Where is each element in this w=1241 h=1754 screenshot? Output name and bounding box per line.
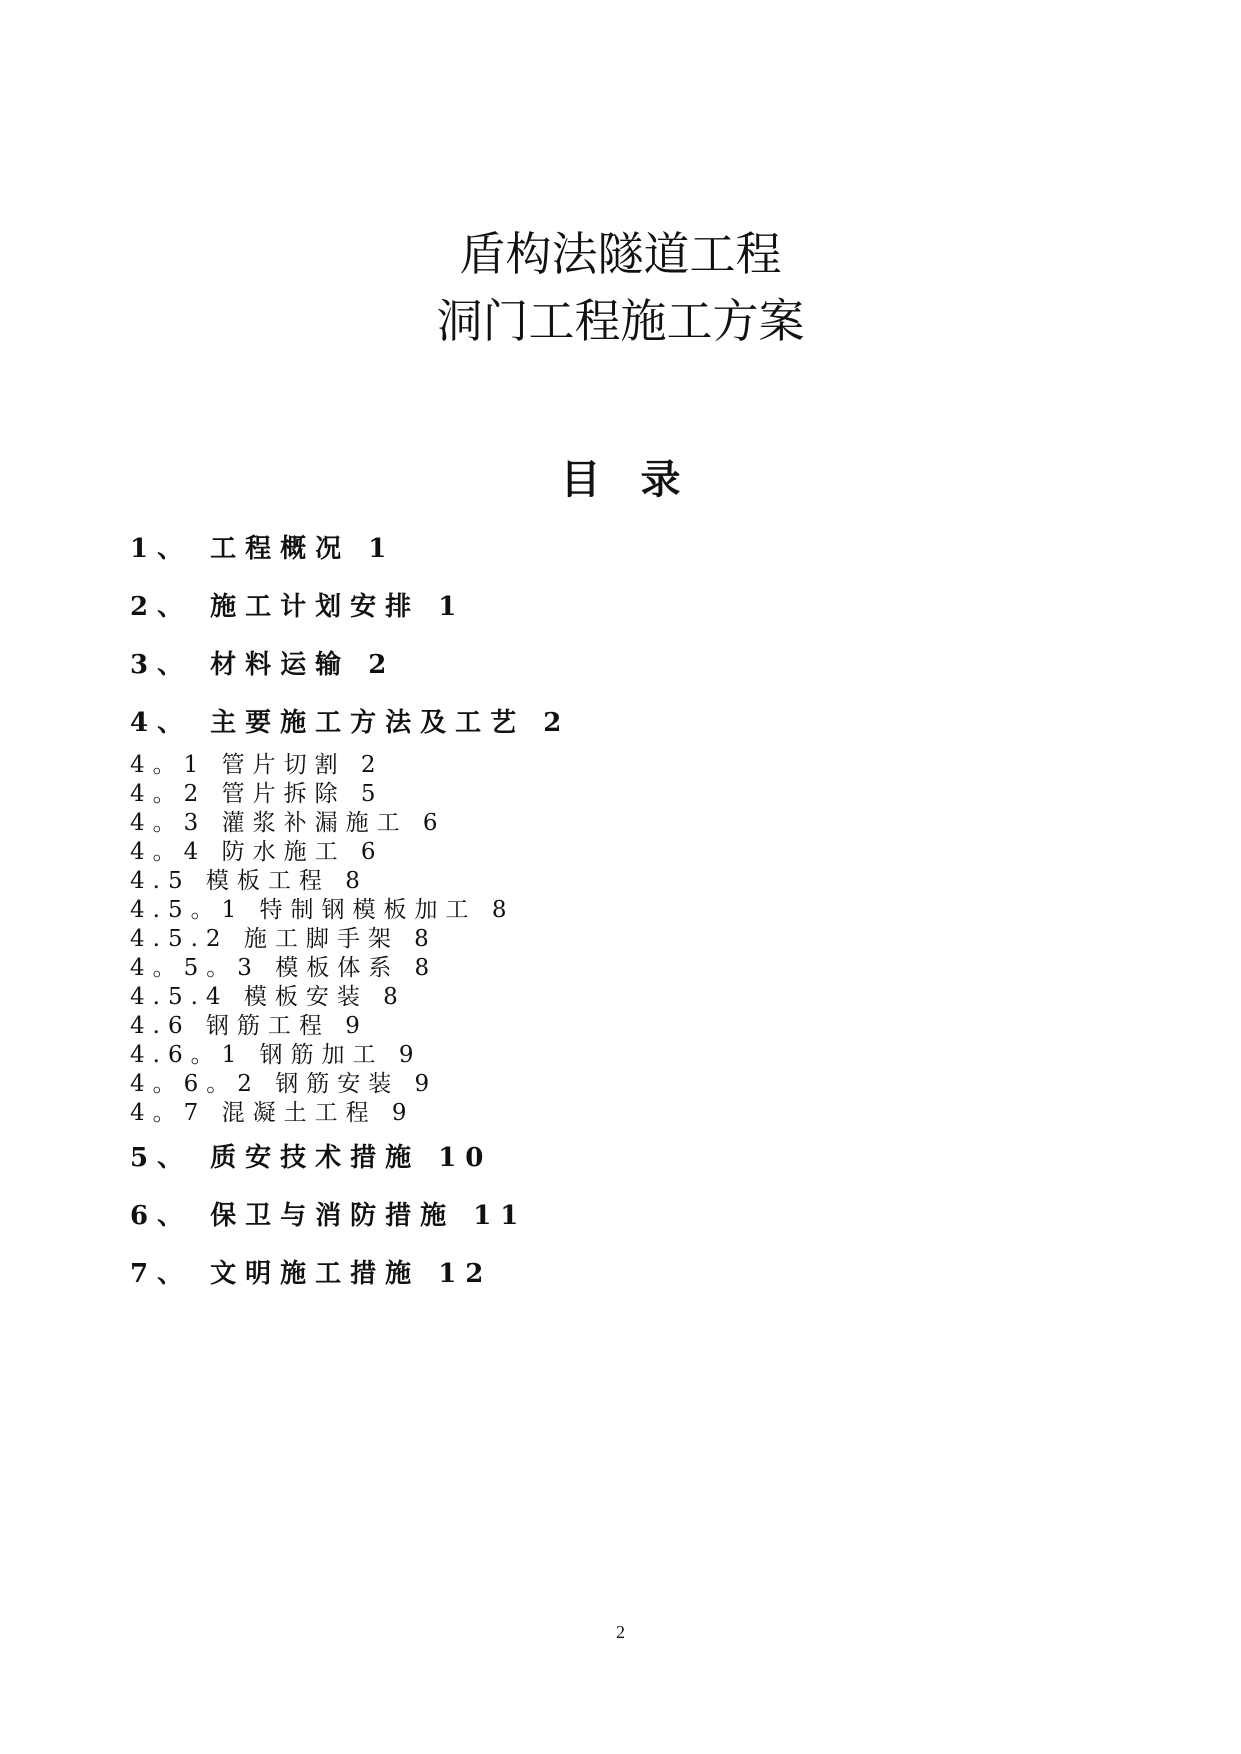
toc-subentry[interactable]: 4。1 管片切割 2 bbox=[130, 752, 384, 778]
toc-entry[interactable]: 6、 保卫与消防措施 11 bbox=[130, 1201, 528, 1231]
toc-entry[interactable]: 5、 质安技术措施 10 bbox=[130, 1143, 493, 1173]
toc-heading: 目录 bbox=[560, 457, 721, 503]
toc-entry[interactable]: 1、 工程概况 1 bbox=[130, 534, 396, 564]
toc-subentry[interactable]: 4。3 灌浆补漏施工 6 bbox=[130, 810, 446, 836]
document-title-line1: 盾构法隧道工程 bbox=[459, 227, 782, 281]
toc-subentry[interactable]: 4.6。1 钢筋加工 9 bbox=[130, 1042, 422, 1068]
toc-subentry[interactable]: 4。7 混凝土工程 9 bbox=[130, 1100, 415, 1126]
toc-subentry[interactable]: 4.6 钢筋工程 9 bbox=[130, 1013, 368, 1039]
toc-subentry[interactable]: 4。5。3 模板体系 8 bbox=[130, 955, 438, 981]
toc-entry[interactable]: 2、 施工计划安排 1 bbox=[130, 592, 466, 622]
toc-subentry[interactable]: 4。2 管片拆除 5 bbox=[130, 781, 384, 807]
toc-subentry[interactable]: 4。6。2 钢筋安装 9 bbox=[130, 1071, 438, 1097]
toc-entry[interactable]: 7、 文明施工措施 12 bbox=[130, 1259, 493, 1289]
toc-subentry[interactable]: 4.5.2 施工脚手架 8 bbox=[130, 926, 437, 952]
page-number: 2 bbox=[616, 1622, 625, 1642]
toc-subentry[interactable]: 4.5 模板工程 8 bbox=[130, 868, 368, 894]
toc-entry[interactable]: 4、 主要施工方法及工艺 2 bbox=[130, 708, 571, 738]
toc-subentry[interactable]: 4。4 防水施工 6 bbox=[130, 839, 384, 865]
document-title-line2: 洞门工程施工方案 bbox=[436, 294, 805, 348]
toc-subentry[interactable]: 4.5。1 特制钢模板加工 8 bbox=[130, 897, 515, 923]
toc-entry[interactable]: 3、 材料运输 2 bbox=[130, 650, 396, 680]
toc-subentry[interactable]: 4.5.4 模板安装 8 bbox=[130, 984, 406, 1010]
